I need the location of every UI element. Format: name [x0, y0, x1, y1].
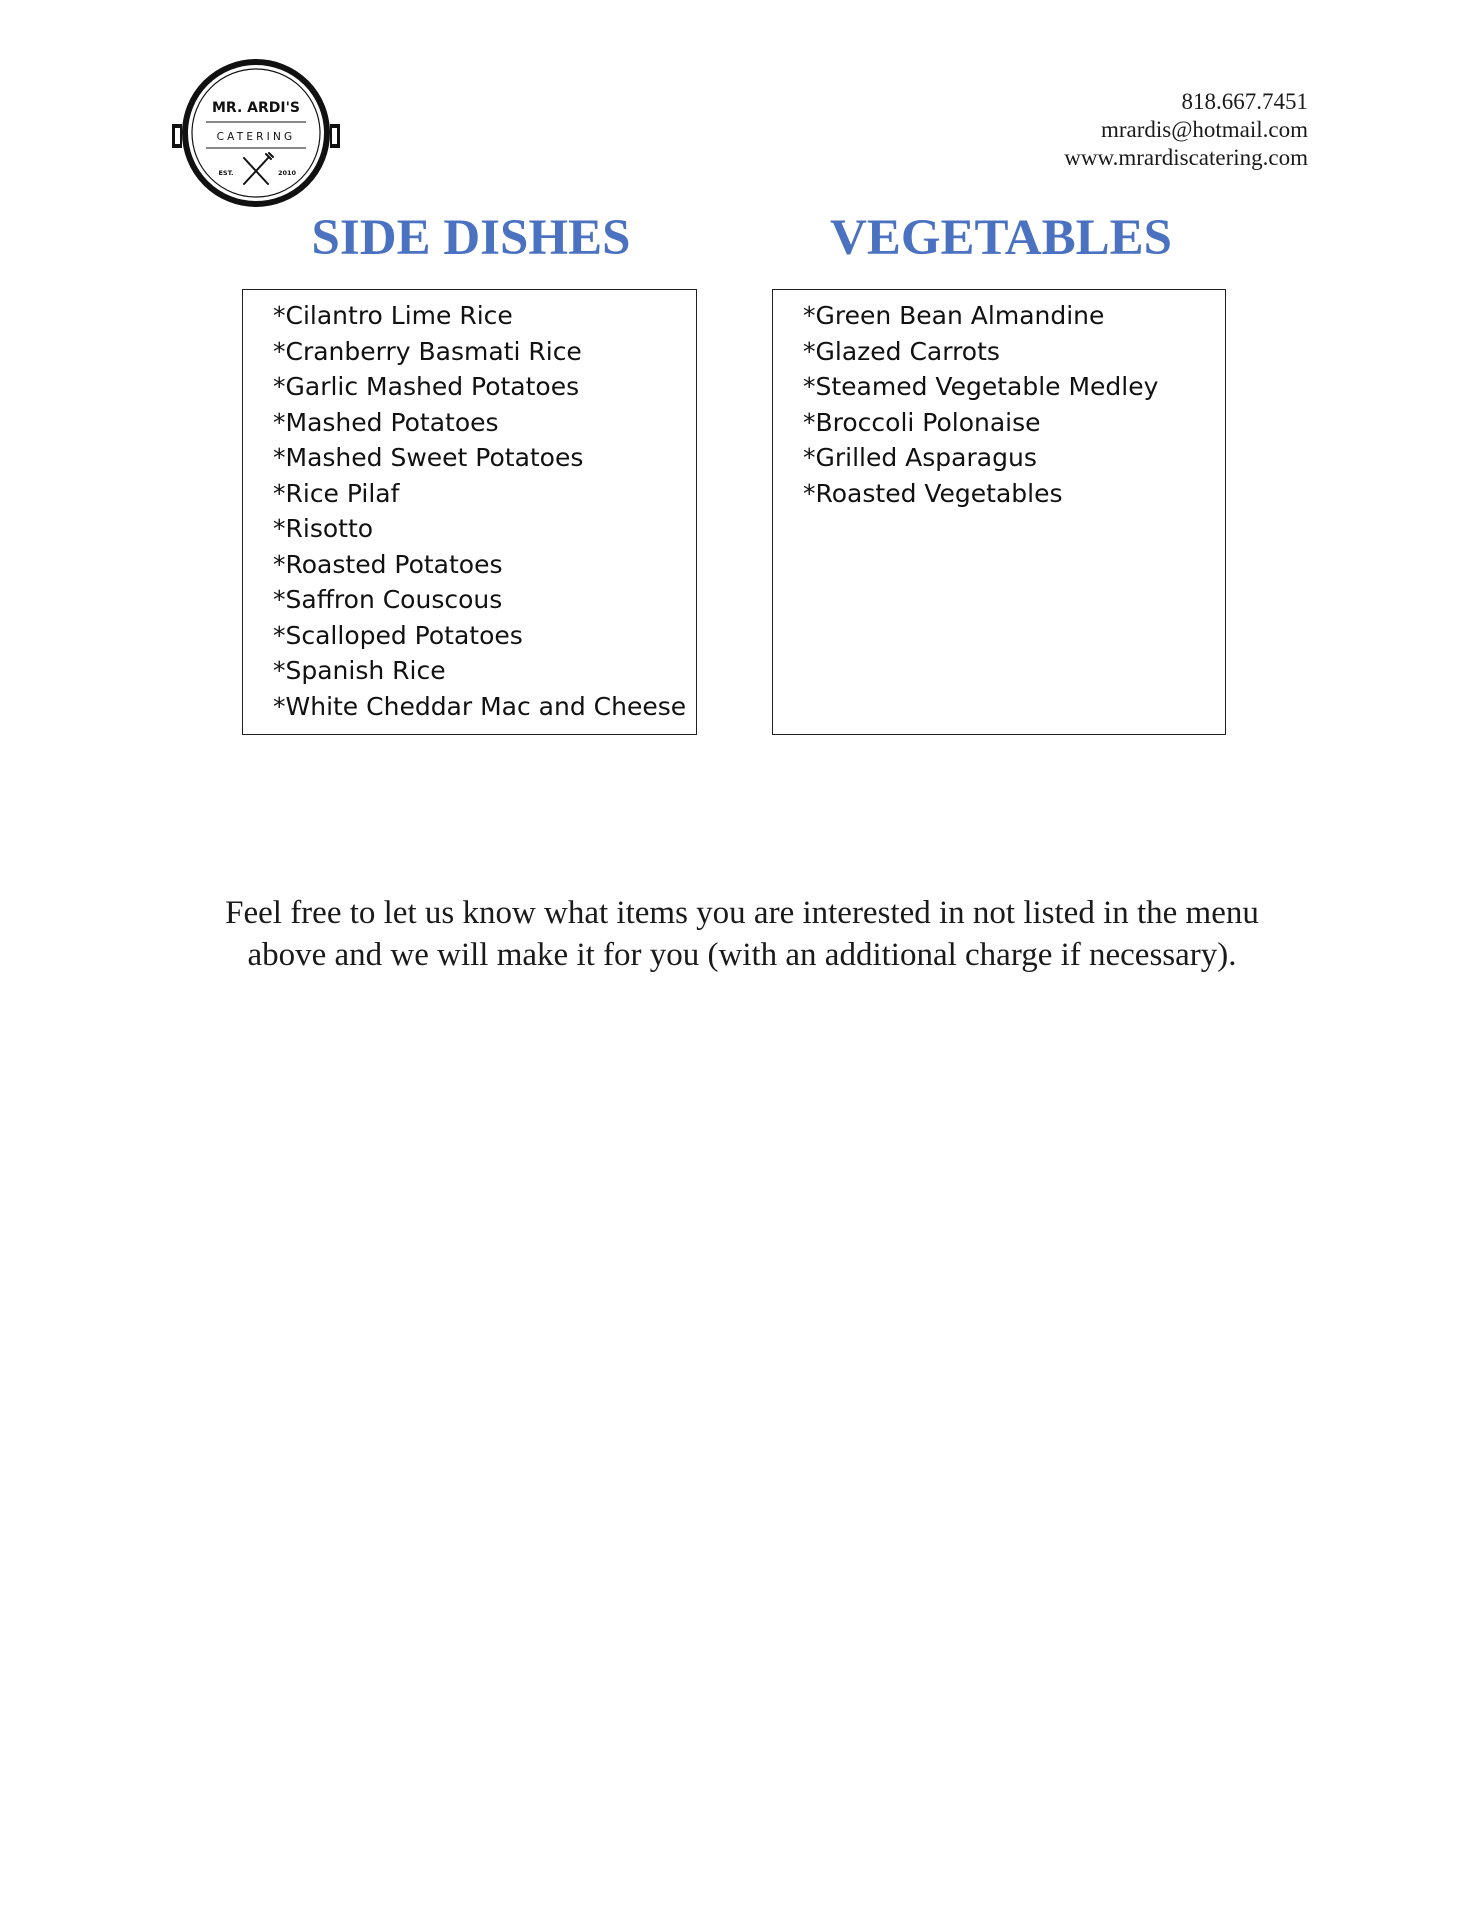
list-item: *Roasted Vegetables [803, 478, 1063, 508]
list-item: *Scalloped Potatoes [273, 620, 523, 650]
vegetables-box [772, 289, 1226, 735]
list-item: *Steamed Vegetable Medley [803, 372, 1159, 401]
contact-website[interactable]: www.mrardiscatering.com [1064, 145, 1308, 170]
list-item: *Mashed Potatoes [273, 407, 499, 437]
contact-block [1064, 88, 1308, 172]
list-item: *Glazed Carrots [803, 336, 1000, 366]
contact-email[interactable]: mrardis@hotmail.com [1100, 117, 1308, 142]
list-item: *Roasted Potatoes [273, 549, 503, 579]
list-item: *Cilantro Lime Rice [273, 301, 513, 330]
contact-phone: 818.667.7451 [1181, 89, 1308, 114]
list-item: *Mashed Sweet Potatoes [273, 443, 584, 472]
list-item: *Spanish Rice [273, 656, 446, 685]
list-item: *Rice Pilaf [273, 478, 400, 508]
list-item: *Green Bean Almandine [803, 301, 1105, 330]
list-item: *Cranberry Basmati Rice [273, 336, 582, 366]
note-line-2: above and we will make it for you (with an additional charge if necessary). [247, 937, 1237, 973]
logo-est-label: EST. [218, 169, 234, 177]
custom-order-note [160, 892, 1324, 976]
list-item: *Grilled Asparagus [803, 443, 1037, 472]
side-dishes-title: SIDE DISHES [311, 210, 631, 266]
list-item: *Garlic Mashed Potatoes [273, 372, 580, 401]
side-dishes-box [242, 289, 697, 735]
note-line-1: Feel free to let us know what items you are interested in not listed in the menu [225, 895, 1259, 931]
logo-name: MR. ARDI'S [212, 100, 300, 116]
side-dishes-list [273, 298, 696, 724]
vegetables-list [803, 298, 1225, 511]
list-item: *White Cheddar Mac and Cheese [273, 691, 687, 721]
catering-logo [170, 58, 342, 208]
logo-subtitle: CATERING [216, 131, 296, 143]
logo-est-year: 2010 [277, 169, 297, 177]
vegetables-title: VEGETABLES [829, 210, 1172, 266]
list-item: *Broccoli Polonaise [803, 407, 1041, 437]
list-item: *Risotto [273, 514, 374, 543]
list-item: *Saffron Couscous [273, 585, 503, 614]
